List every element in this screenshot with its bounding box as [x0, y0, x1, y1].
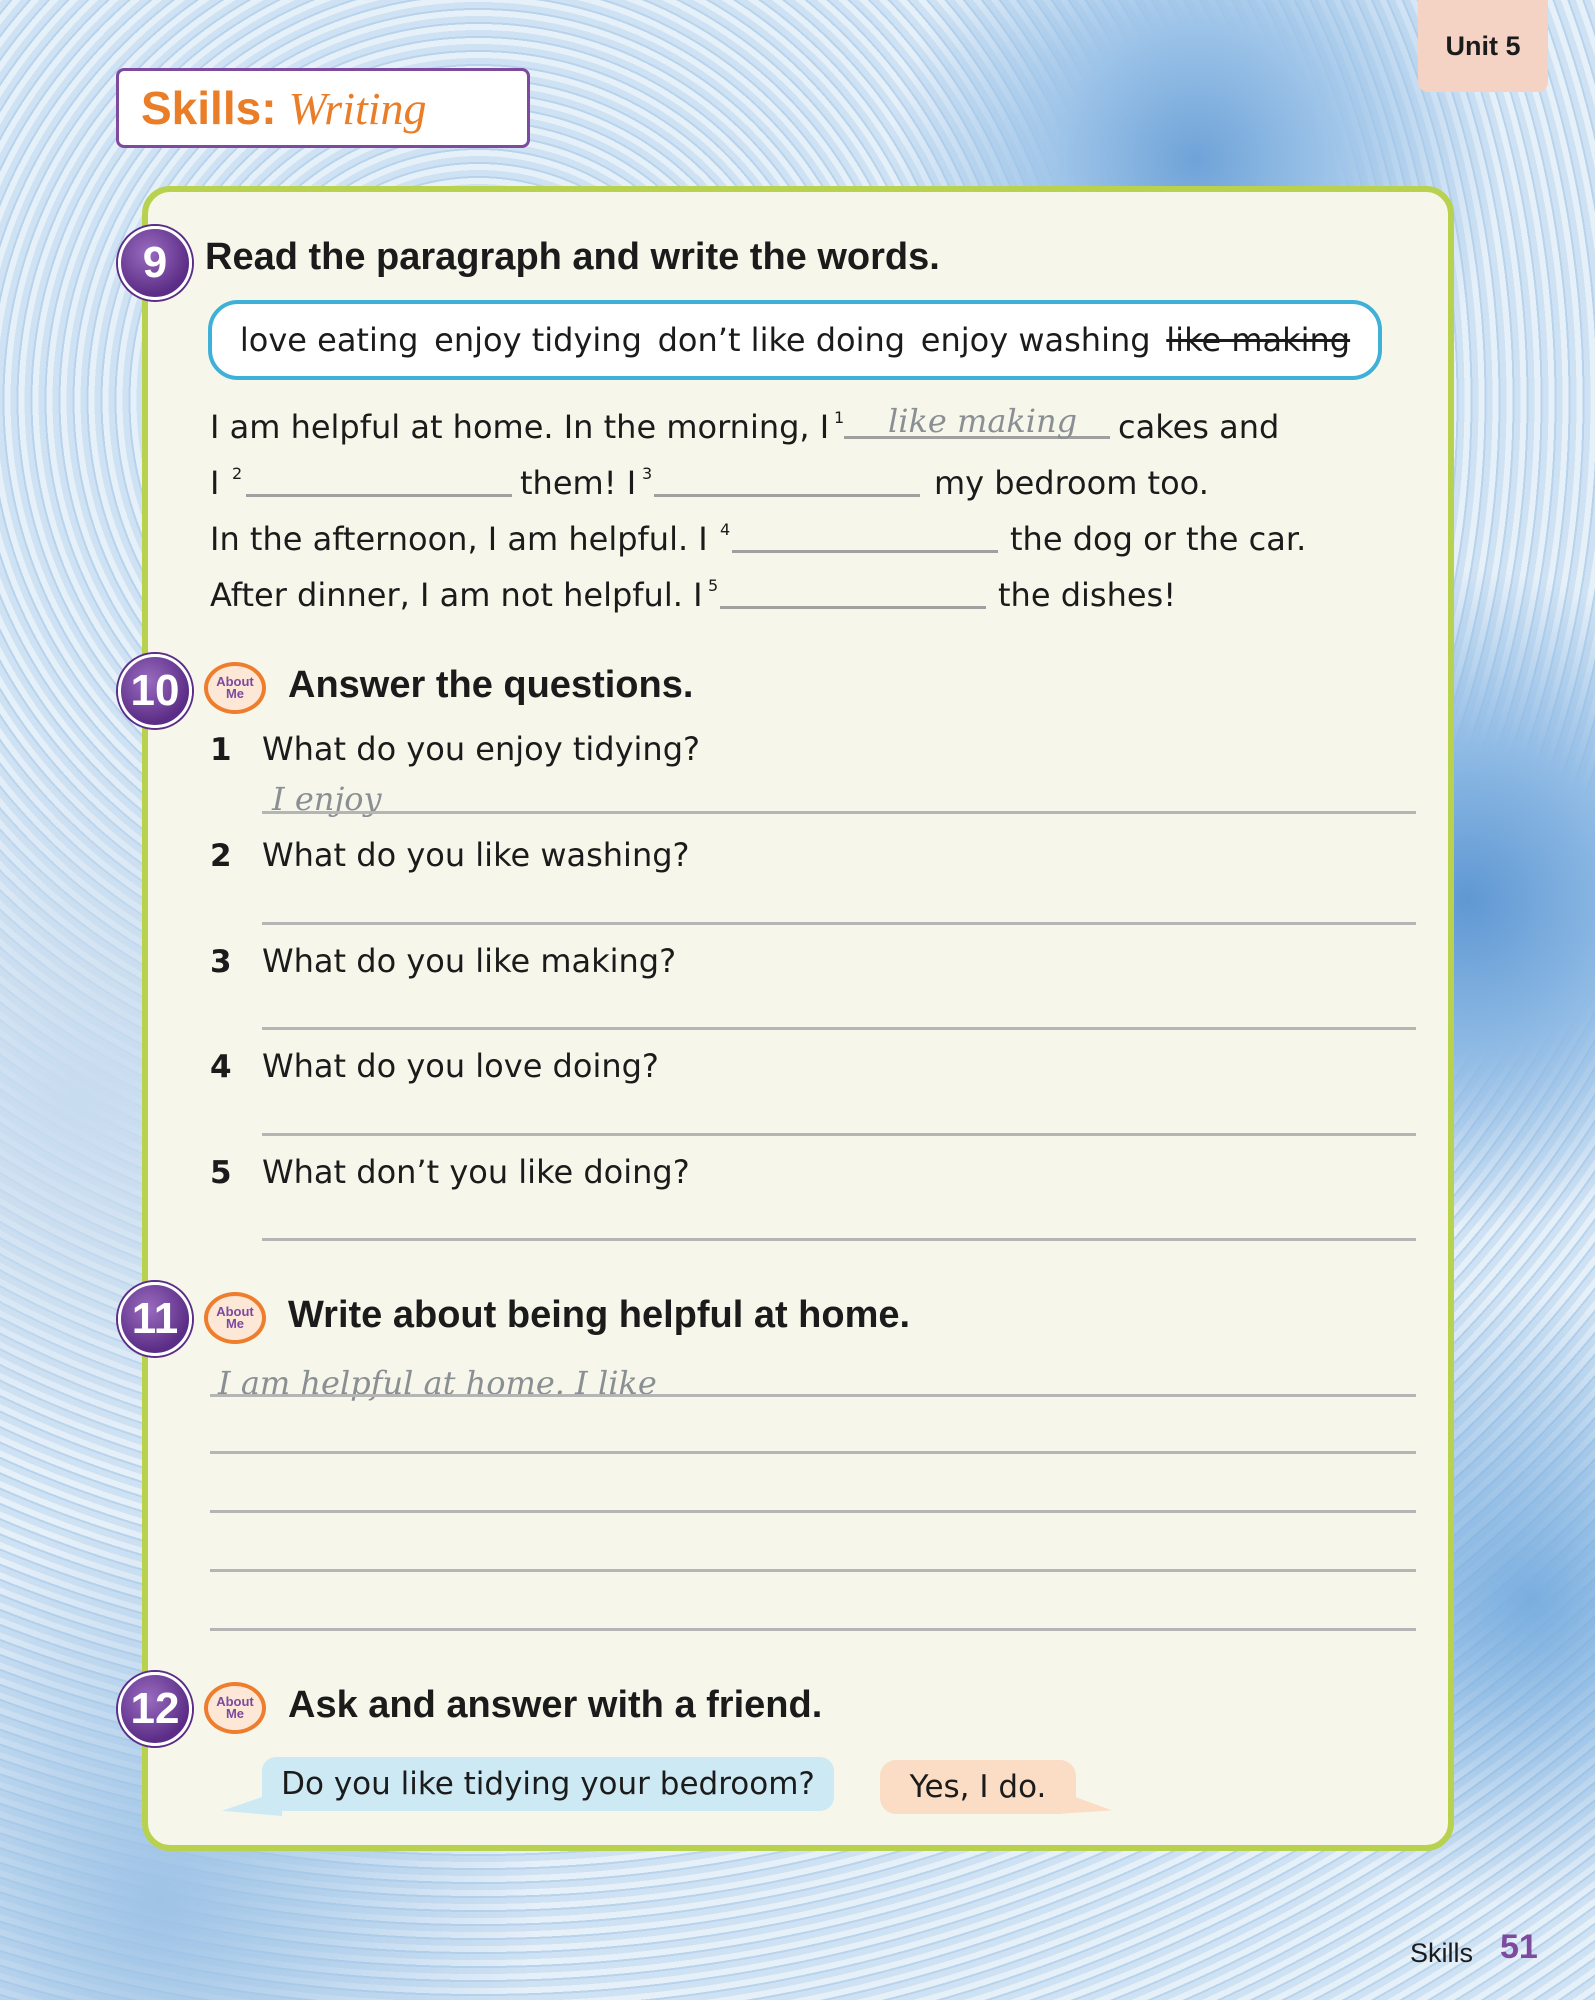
exercise-10-instruction: Answer the questions. — [288, 664, 694, 706]
answer-line-q1[interactable] — [262, 811, 1416, 814]
word-bank-item-crossed: like making — [1166, 321, 1351, 359]
question-text: What do you enjoy tidying? — [262, 730, 700, 768]
blank-number: 3 — [642, 464, 653, 483]
question-text: What do you like washing? — [262, 836, 690, 874]
unit-tab: Unit 5 — [1418, 0, 1548, 92]
about-me-icon: About Me — [204, 1682, 266, 1734]
exercise-9-instruction: Read the paragraph and write the words. — [205, 236, 940, 278]
writing-line-5[interactable] — [210, 1628, 1416, 1631]
example-answer-writing: I am helpful at home. I like — [218, 1364, 657, 1402]
answer-line-q5[interactable] — [262, 1238, 1416, 1241]
answer-line-q3[interactable] — [262, 1027, 1416, 1030]
page-number: 51 — [1500, 1928, 1538, 1966]
speech-bubble-answer: Yes, I do. — [880, 1760, 1076, 1814]
answer-blank-2[interactable] — [246, 494, 512, 497]
question-text: What do you like making? — [262, 942, 677, 980]
section-title-bold: Skills: — [141, 82, 277, 134]
answer-blank-3[interactable] — [654, 494, 920, 497]
question-text: What do you love doing? — [262, 1047, 659, 1085]
speech-bubble-question: Do you like tidying your bedroom? — [262, 1757, 834, 1811]
writing-line-3[interactable] — [210, 1510, 1416, 1513]
word-bank-item: enjoy washing — [920, 321, 1151, 359]
blank-number: 2 — [232, 464, 243, 483]
paragraph-text: After dinner, I am not helpful. I — [210, 576, 703, 614]
section-title-italic: Writing — [288, 82, 427, 134]
writing-line-1[interactable] — [210, 1394, 1416, 1397]
exercise-number-9: 9 — [118, 226, 192, 300]
example-answer-1: like making — [888, 402, 1078, 440]
question-number: 1 — [210, 732, 232, 768]
paragraph-text: I am helpful at home. In the morning, I — [210, 408, 830, 446]
paragraph-text: the dishes! — [998, 576, 1177, 614]
paragraph-text: the dog or the car. — [1010, 520, 1307, 558]
paragraph-text: them! I — [520, 464, 637, 502]
example-answer-q1: I enjoy — [272, 780, 382, 818]
exercise-number-11: 11 — [118, 1282, 192, 1356]
exercise-12-instruction: Ask and answer with a friend. — [288, 1684, 823, 1726]
exercise-11-instruction: Write about being helpful at home. — [288, 1294, 911, 1336]
about-me-icon: About Me — [204, 1292, 266, 1344]
word-bank-item: don’t like doing — [657, 321, 906, 359]
word-bank-item: love eating — [239, 321, 419, 359]
word-bank-item: enjoy tidying — [434, 321, 642, 359]
writing-line-4[interactable] — [210, 1569, 1416, 1572]
paragraph-text: In the afternoon, I am helpful. I — [210, 520, 708, 558]
blank-number: 1 — [834, 408, 845, 427]
exercise-number-12: 12 — [118, 1672, 192, 1746]
answer-blank-4[interactable] — [732, 550, 998, 553]
paragraph-text: I — [210, 464, 220, 502]
paragraph-text: cakes and — [1118, 408, 1280, 446]
question-number: 3 — [210, 944, 232, 980]
answer-line-q2[interactable] — [262, 922, 1416, 925]
footer-section-label: Skills — [1410, 1938, 1474, 1968]
question-number: 2 — [210, 838, 232, 874]
question-text: What don’t you like doing? — [262, 1153, 690, 1191]
writing-line-2[interactable] — [210, 1451, 1416, 1454]
exercise-number-10: 10 — [118, 654, 192, 728]
question-number: 4 — [210, 1049, 232, 1085]
blank-number: 5 — [708, 576, 719, 595]
answer-blank-5[interactable] — [720, 606, 986, 609]
answer-line-q4[interactable] — [262, 1133, 1416, 1136]
about-me-icon: About Me — [204, 662, 266, 714]
paragraph-text: my bedroom too. — [934, 464, 1209, 502]
word-bank — [208, 300, 1382, 380]
question-number: 5 — [210, 1155, 232, 1191]
blank-number: 4 — [720, 520, 731, 539]
section-title — [116, 68, 530, 148]
